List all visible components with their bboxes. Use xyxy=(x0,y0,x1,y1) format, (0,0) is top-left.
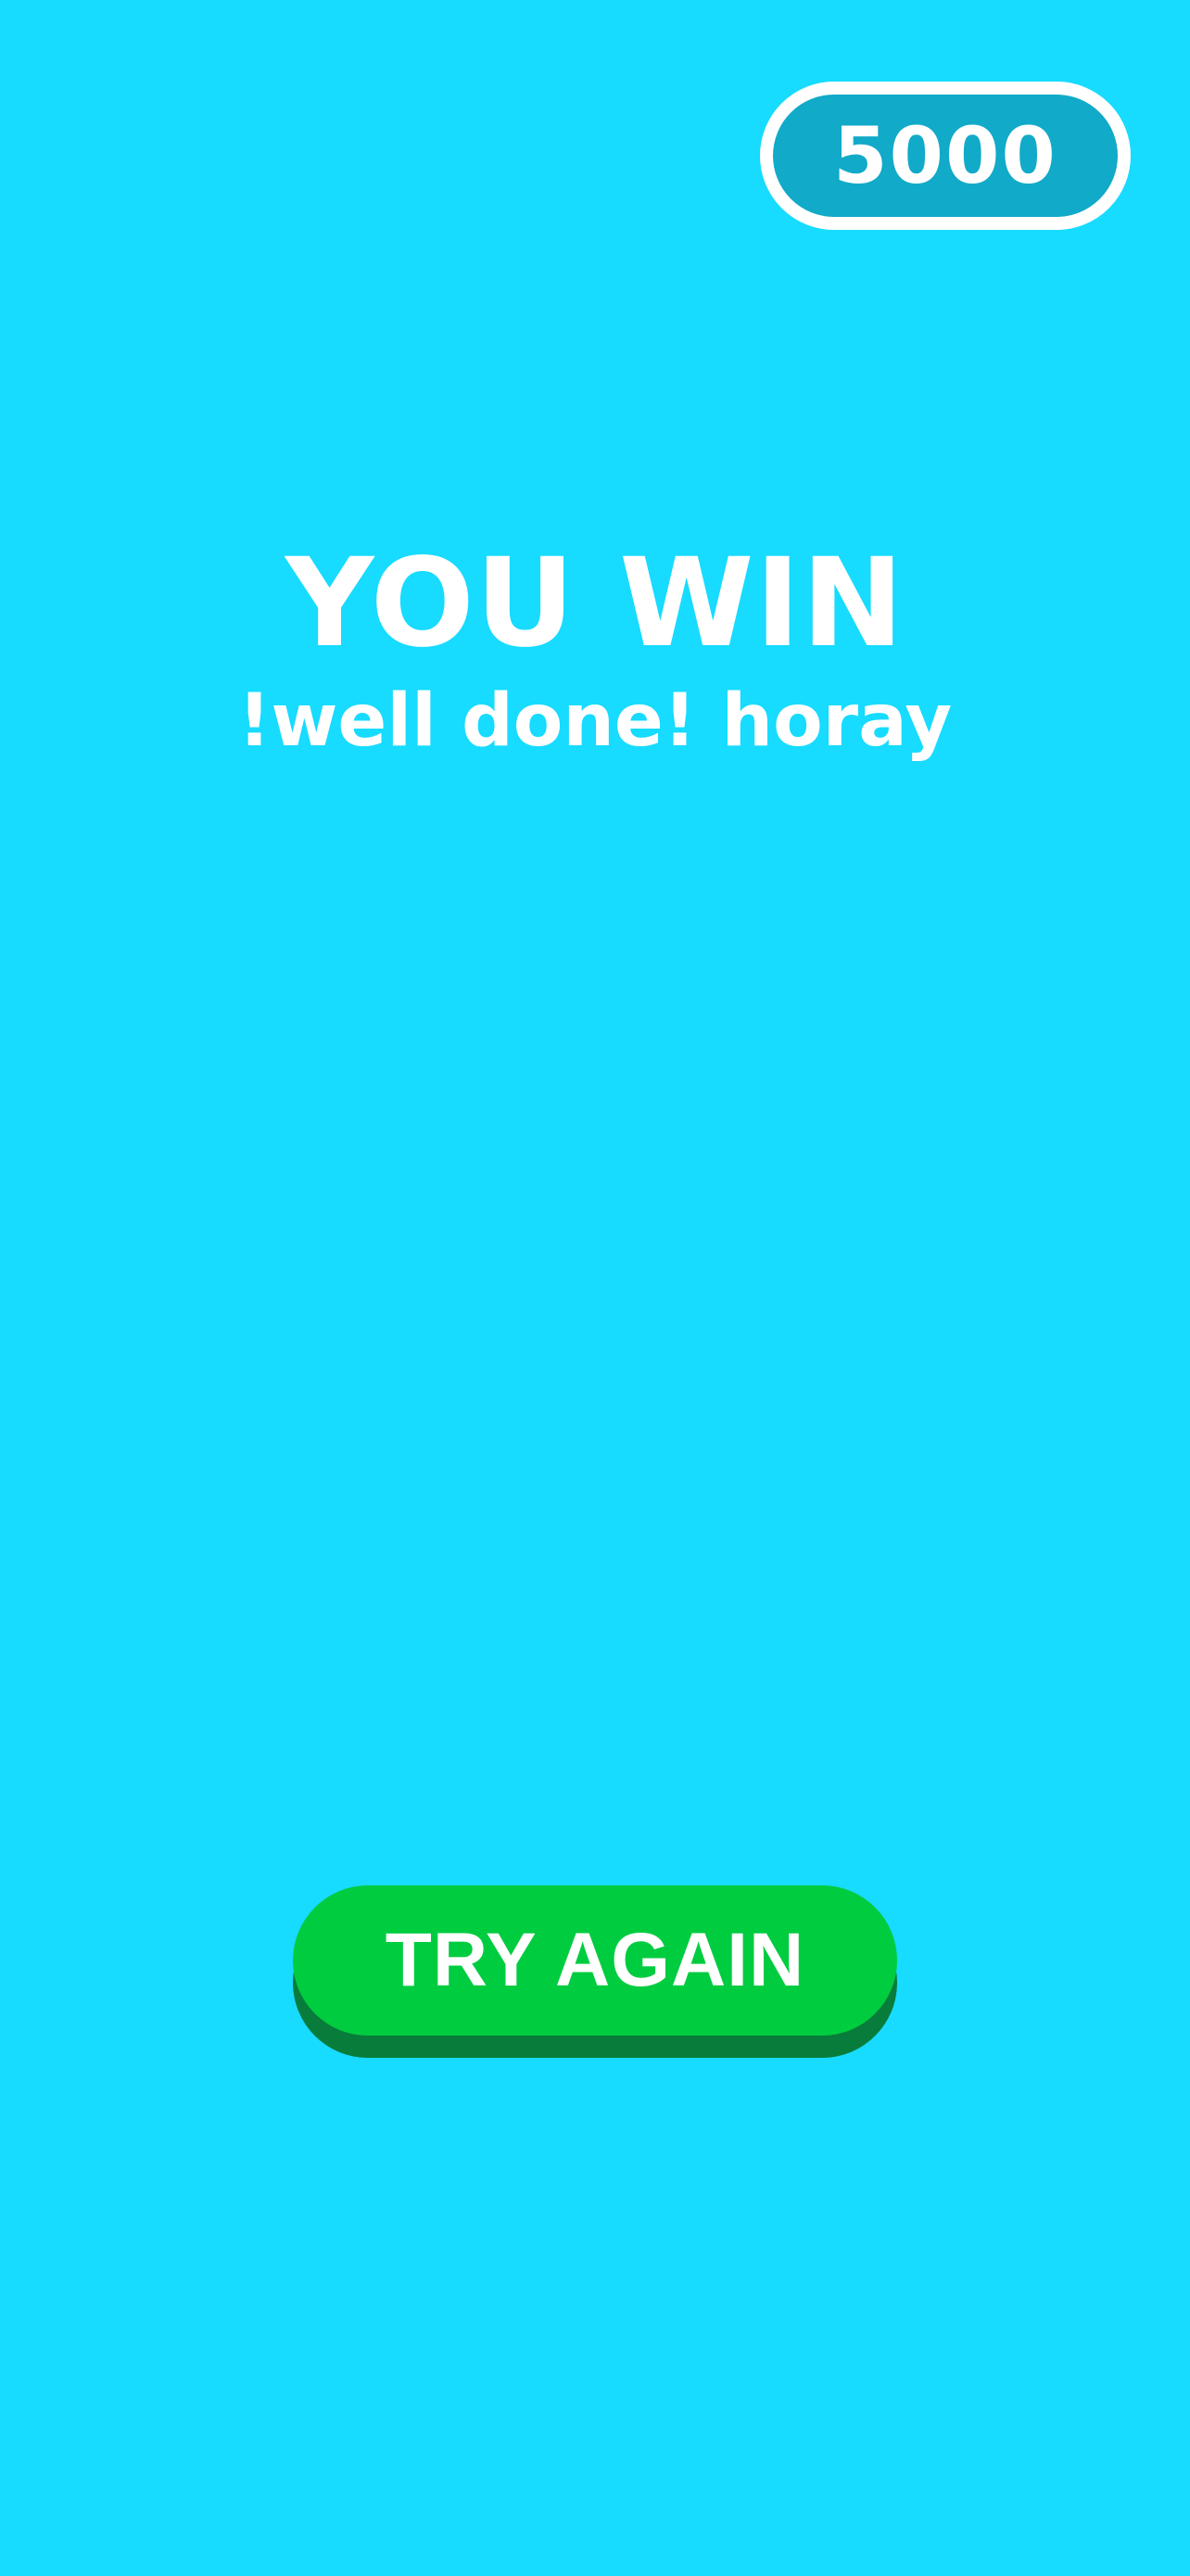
result-message xyxy=(0,532,1190,763)
result-title: YOU WIN xyxy=(285,532,905,675)
score-display xyxy=(760,82,1131,230)
try-again-label: TRY AGAIN xyxy=(385,1918,805,2002)
result-subtitle: !well done! horay xyxy=(237,679,953,763)
score-value: 5000 xyxy=(833,110,1057,201)
try-again-button[interactable] xyxy=(293,1885,897,2036)
try-again-button-wrapper[interactable] xyxy=(293,1885,897,2058)
